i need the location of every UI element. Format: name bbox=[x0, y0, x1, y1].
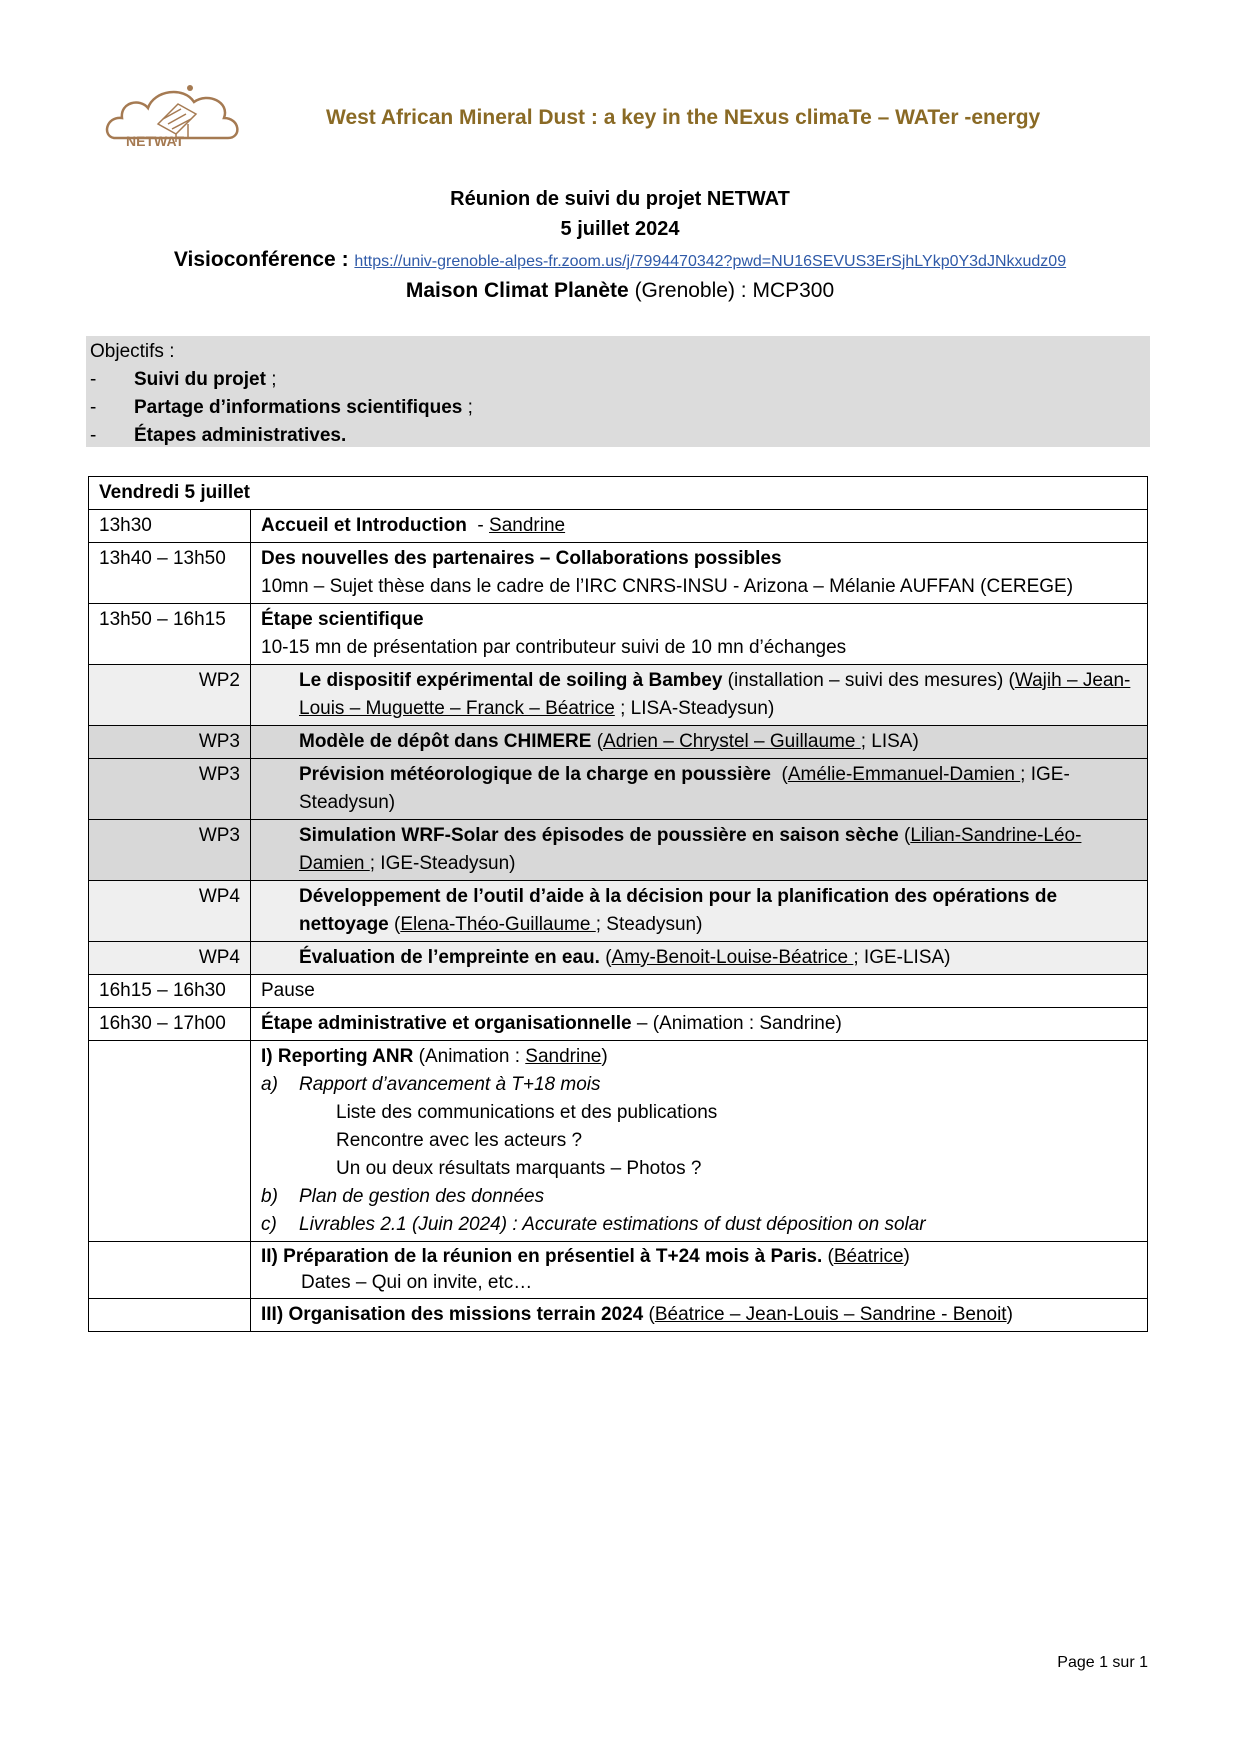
visio-label: Visioconférence : bbox=[173, 248, 349, 271]
table-row: WP3 Modèle de dépôt dans CHIMERE (Adrien – Chrystel – Guillaume ; LISA) bbox=[89, 726, 1148, 759]
agenda-time: 13h30 bbox=[89, 510, 251, 543]
agenda-item-title: Accueil et Introduction bbox=[261, 515, 467, 536]
agenda-item-title: Étape scientifique bbox=[261, 609, 424, 630]
agenda-item-detail: 10mn – Sujet thèse dans le cadre de l’IRC CNRS-INSU - Arizona – Mélanie AUFFAN (CEREGE) bbox=[261, 576, 1074, 597]
wp-label: WP3 bbox=[89, 820, 251, 881]
agenda-time: 16h15 – 16h30 bbox=[89, 975, 251, 1008]
agenda-table bbox=[88, 476, 1148, 1332]
meeting-place bbox=[0, 279, 1240, 303]
table-row bbox=[89, 975, 1148, 1008]
agenda-item-detail: 10-15 mn de présentation par contributeur suivi de 10 mn d’échanges bbox=[261, 637, 847, 658]
table-row: WP2 Le dispositif expérimental de soiling à Bambey (installation – suivi des mesures) (Wajih – Jean-Louis – Muguette – Franck – Béatrice ; LISA-Steadysun) bbox=[89, 665, 1148, 726]
place-room: (Grenoble) : MCP300 bbox=[628, 279, 835, 302]
list-item: Rencontre avec les acteurs ? bbox=[336, 1130, 583, 1151]
agenda-time: 13h40 – 13h50 bbox=[89, 543, 251, 604]
table-row: 13h30 Accueil et Introduction - Sandrine bbox=[89, 510, 1148, 543]
list-item: Un ou deux résultats marquants – Photos ? bbox=[336, 1158, 702, 1179]
table-row bbox=[89, 1041, 1148, 1242]
prep-block: II) Préparation de la réunion en présentiel à T+24 mois à Paris. (Béatrice) Dates – Qui on invite, etc… bbox=[251, 1242, 1148, 1299]
meeting-title: Réunion de suivi du projet NETWAT bbox=[450, 188, 790, 210]
agenda-day: Vendredi 5 juillet bbox=[89, 477, 1148, 510]
objective-item: - Suivi du projet ; bbox=[90, 369, 277, 390]
missions-block: III) Organisation des missions terrain 2024 (Béatrice – Jean-Louis – Sandrine - Benoit) bbox=[251, 1299, 1148, 1332]
netwat-logo bbox=[104, 76, 244, 156]
table-row bbox=[89, 477, 1148, 510]
meeting-date: 5 juillet 2024 bbox=[560, 218, 680, 240]
wp-label: WP2 bbox=[89, 665, 251, 726]
pause-label: Pause bbox=[251, 975, 1148, 1008]
agenda-time: 13h50 – 16h15 bbox=[89, 604, 251, 665]
table-row bbox=[89, 1299, 1148, 1332]
presenter: Sandrine bbox=[489, 515, 566, 536]
table-row: WP4 Évaluation de l’empreinte en eau. (Amy-Benoit-Louise-Béatrice ; IGE-LISA) bbox=[89, 942, 1148, 975]
wp-label: WP3 bbox=[89, 726, 251, 759]
svg-text:NETWAT: NETWAT bbox=[126, 133, 185, 149]
visio-line bbox=[0, 248, 1240, 272]
table-row bbox=[89, 543, 1148, 604]
table-row bbox=[89, 1242, 1148, 1299]
agenda-item-title: Des nouvelles des partenaires – Collaborations possibles bbox=[261, 548, 782, 569]
table-row: WP3 Prévision météorologique de la charge en poussière (Amélie-Emmanuel-Damien ; IGE-Steadysun) bbox=[89, 759, 1148, 820]
table-row: WP4 Développement de l’outil d’aide à la décision pour la planification des opérations de nettoyage (Elena-Théo-Guillaume ; Steadysun) bbox=[89, 881, 1148, 942]
agenda-item-title: Étape administrative et organisationnelle bbox=[261, 1013, 632, 1034]
agenda-time: 16h30 – 17h00 bbox=[89, 1008, 251, 1041]
wp-label: WP3 bbox=[89, 759, 251, 820]
table-row bbox=[89, 604, 1148, 665]
objective-item: - Partage d’informations scientifiques ; bbox=[90, 397, 473, 418]
place-name: Maison Climat Planète bbox=[405, 279, 629, 302]
table-row: 16h30 – 17h00 Étape administrative et organisationnelle – (Animation : Sandrine) bbox=[89, 1008, 1148, 1041]
zoom-link[interactable]: https://univ-grenoble-alpes-fr.zoom.us/j/7994470342?pwd=NU16SEVUS3ErSjhLYkp0Y3dJNkxudz09 bbox=[354, 253, 1067, 270]
page-number: Page 1 sur 1 bbox=[1057, 1654, 1148, 1671]
table-row: WP3 Simulation WRF-Solar des épisodes de poussière en saison sèche (Lilian-Sandrine-Léo-Damien ; IGE-Steadysun) bbox=[89, 820, 1148, 881]
project-tagline: West African Mineral Dust : a key in the NExus climaTe – WATer -energy bbox=[326, 106, 1041, 129]
list-item: Liste des communications et des publications bbox=[336, 1102, 718, 1123]
objective-item: - Étapes administratives. bbox=[90, 425, 347, 446]
wp-label: WP4 bbox=[89, 881, 251, 942]
objectives-box bbox=[86, 336, 1150, 447]
objectives-label: Objectifs : bbox=[90, 341, 175, 362]
reporting-block: I) Reporting ANR (Animation : Sandrine) a) Rapport d’avancement à T+18 mois Liste des communications et des publications Rencontre avec les acteurs ? Un ou deux résultats marquants – Photos ? b) Plan de gestion des données c) Livrables 2.1 (Juin 2024) : Accurate estimations of dust déposition on solar bbox=[251, 1041, 1148, 1242]
wp-label: WP4 bbox=[89, 942, 251, 975]
